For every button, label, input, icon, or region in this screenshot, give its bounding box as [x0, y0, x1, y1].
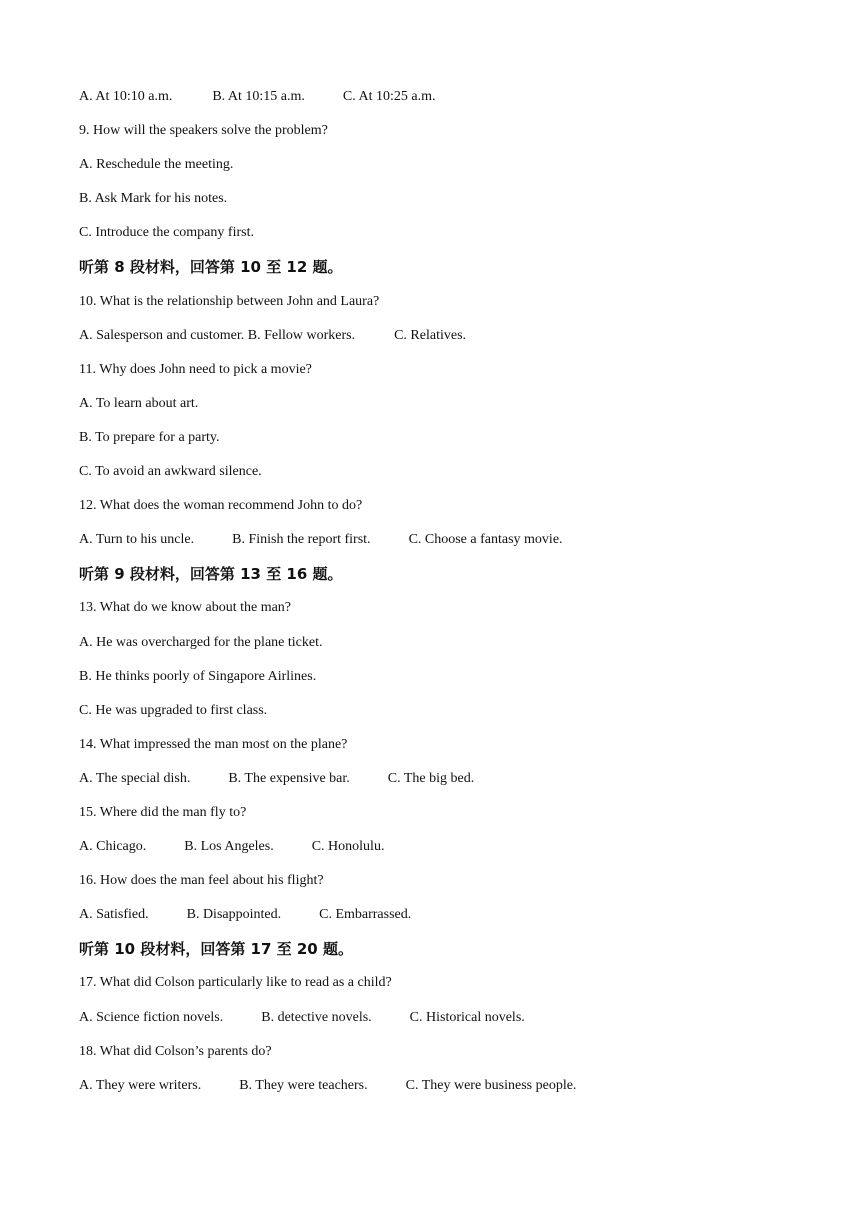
option: B. Ask Mark for his notes.	[79, 191, 228, 207]
option: A. Science fiction novels.	[79, 1009, 224, 1025]
question: 17. What did Colson particularly like to read as a child?	[79, 975, 392, 991]
option: A. The special dish.	[79, 770, 191, 786]
option: A. They were writers.	[79, 1077, 202, 1093]
question: 15. Where did the man fly to?	[79, 804, 247, 820]
options-row	[79, 835, 839, 869]
question: 14. What impressed the man most on the plane?	[79, 736, 348, 752]
option: C. Historical novels.	[409, 1009, 525, 1025]
question: 11. Why does John need to pick a movie?	[79, 361, 312, 377]
option: C. Honolulu.	[311, 839, 385, 855]
option: B. The expensive bar.	[228, 770, 350, 786]
section-heading: 听第 10 段材料，回答第 17 至 20 题。	[79, 940, 353, 959]
option: C. He was upgraded to first class.	[79, 702, 268, 718]
question: 13. What do we know about the man?	[79, 600, 292, 616]
option: C. Introduce the company first.	[79, 225, 254, 241]
option: C. To avoid an awkward silence.	[79, 464, 262, 480]
option: B. At 10:15 a.m.	[212, 89, 305, 104]
question: 10. What is the relationship between John and Laura?	[79, 293, 380, 309]
option: C. At 10:25 a.m.	[342, 89, 436, 104]
option: C. They were business people.	[405, 1077, 577, 1093]
option: B. Finish the report first.	[232, 532, 371, 548]
options-row	[79, 767, 839, 801]
option: C. Relatives.	[394, 327, 467, 343]
options-row	[79, 85, 839, 119]
options-row	[79, 1006, 839, 1040]
question: 18. What did Colson’s parents do?	[79, 1043, 272, 1059]
options-row	[79, 903, 839, 937]
option: A. He was overcharged for the plane ticket.	[79, 634, 323, 650]
option: B. They were teachers.	[239, 1077, 368, 1093]
option: B. Los Angeles.	[184, 839, 274, 855]
option: A. Turn to his uncle.	[79, 532, 195, 548]
option: A. At 10:10 a.m.	[79, 89, 173, 104]
document-page	[79, 85, 839, 1108]
option: C. Choose a fantasy movie.	[408, 532, 563, 548]
section-heading: 听第 9 段材料，回答第 13 至 16 题。	[79, 565, 343, 584]
options-row	[79, 528, 839, 562]
option: B. Disappointed.	[186, 907, 282, 923]
option: A. Chicago.	[79, 839, 147, 855]
question: 16. How does the man feel about his flight?	[79, 873, 324, 889]
section-heading: 听第 8 段材料，回答第 10 至 12 题。	[79, 258, 343, 277]
option: A. To learn about art.	[79, 395, 199, 411]
options-row	[79, 1074, 839, 1108]
option: C. Embarrassed.	[319, 907, 412, 923]
option: C. The big bed.	[387, 770, 475, 786]
option: A. Satisfied.	[79, 907, 149, 923]
options-row	[79, 324, 839, 358]
option: B. He thinks poorly of Singapore Airlines.	[79, 668, 317, 684]
option: A. Reschedule the meeting.	[79, 157, 234, 173]
option: A. Salesperson and customer. B. Fellow workers.	[79, 327, 356, 343]
question: 12. What does the woman recommend John to do?	[79, 498, 363, 514]
question: 9. How will the speakers solve the problem?	[79, 123, 328, 139]
option: B. detective novels.	[261, 1009, 372, 1025]
option: B. To prepare for a party.	[79, 429, 220, 445]
